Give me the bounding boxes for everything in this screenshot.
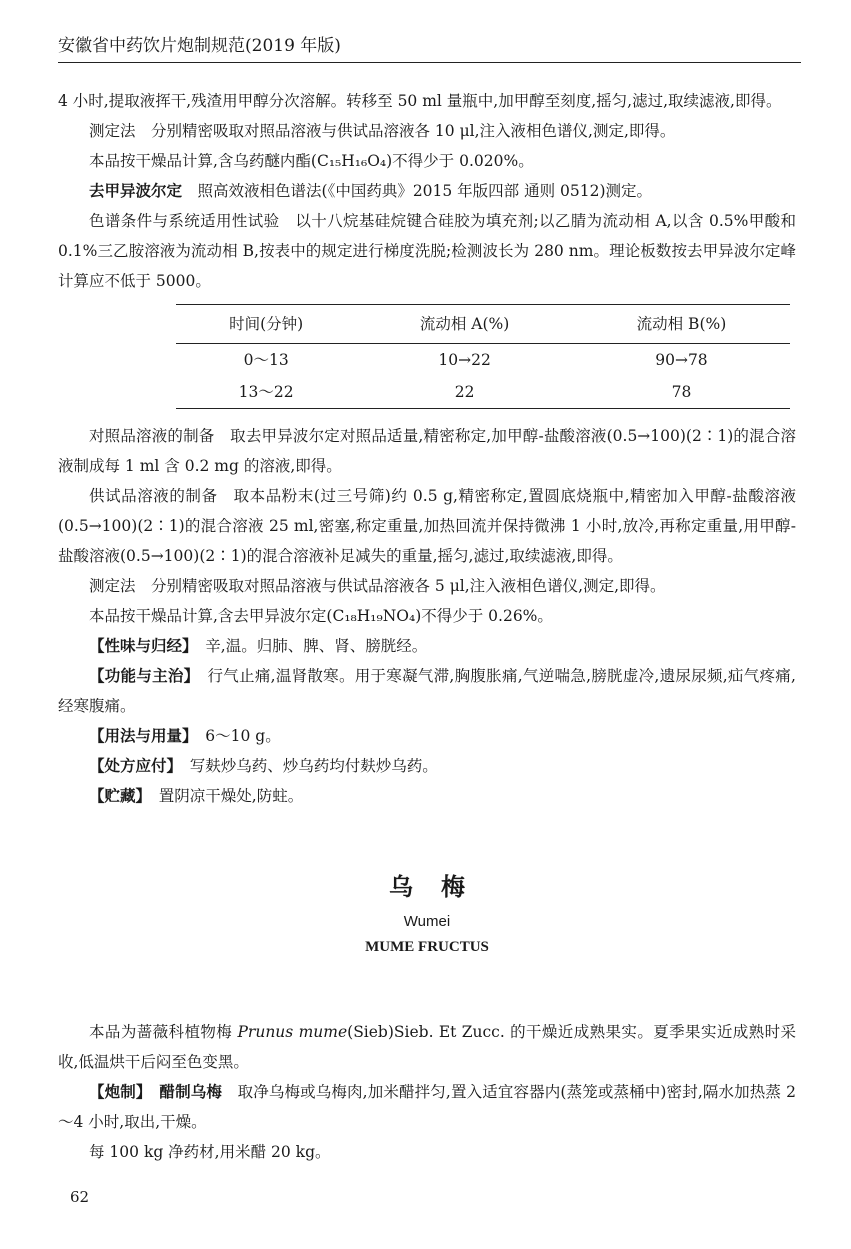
species-name: Prunus mume	[237, 1023, 348, 1041]
paragraph-source-description	[58, 1017, 796, 1077]
norisoboldine-text: 照高效液相色谱法(《中国药典》2015 年版四部 通则 0512)测定。	[182, 182, 653, 200]
table-cell: 78	[573, 376, 790, 409]
monograph-title: 乌梅	[389, 873, 493, 901]
paragraph-assay-method-2: 测定法 分别精密吸取对照品溶液与供试品溶液各 5 μl,注入液相色谱仪,测定,即得。	[89, 577, 666, 595]
section-function-indication	[58, 661, 796, 721]
header-title: 安徽省中药饮片炮制规范(2019 年版)	[58, 36, 341, 56]
spacer	[58, 811, 796, 865]
table-cell: 13～22	[176, 376, 356, 409]
norisoboldine-label: 去甲异波尔定	[89, 182, 183, 200]
paragraph-content-limit-1: 本品按干燥品计算,含乌药醚内酯(C₁₅H₁₆O₄)不得少于 0.020%。	[89, 152, 534, 170]
processing-subtitle: 醋制乌梅	[143, 1083, 222, 1101]
paragraph-vinegar-ratio: 每 100 kg 净药材,用米醋 20 kg。	[89, 1143, 331, 1161]
main-text	[58, 86, 796, 1167]
paragraph-norisoboldine-intro	[58, 176, 796, 206]
section-usage-dosage	[58, 721, 796, 751]
table-row	[176, 344, 790, 377]
section-property-meridian	[58, 631, 796, 661]
section-text: 行气止痛,温肾散寒。用于寒凝气滞,胸腹胀痛,气逆喘急,膀胱虚冷,遗尿尿频,疝气疼痛,经寒腹痛。	[58, 667, 796, 715]
section-text: 辛,温。归肺、脾、肾、膀胱经。	[189, 637, 428, 655]
table-cell: 90→78	[655, 351, 708, 369]
paragraph-assay-method-1: 测定法 分别精密吸取对照品溶液与供试品溶液各 10 μl,注入液相色谱仪,测定,即得。	[89, 122, 676, 140]
section-processing	[58, 1077, 796, 1137]
section-label: 【用法与用量】	[89, 727, 190, 745]
table-cell: 0～13	[243, 351, 289, 369]
section-prescription	[58, 751, 796, 781]
table-header-time: 时间(分钟)	[176, 305, 356, 344]
table-row	[176, 376, 790, 409]
section-text: 写麸炒乌药、炒乌药均付麸炒乌药。	[174, 757, 438, 775]
monograph-pinyin: Wumei	[403, 913, 451, 930]
monograph-latin-name: MUME FRUCTUS	[365, 939, 489, 955]
processing-text: 取净乌梅或乌梅肉,加米醋拌匀,置入适宜容器内(蒸笼或蒸桶中)密封,隔水加热蒸 2～4 小时,取出,干燥。	[58, 1083, 796, 1131]
paragraph-reference-solution: 对照品溶液的制备 取去甲异波尔定对照品适量,精密称定,加甲醇-盐酸溶液(0.5→100)(2∶1)的混合溶液制成每 1 ml 含 0.2 mg 的溶液,即得。	[58, 427, 796, 475]
section-label: 【功能与主治】	[89, 667, 192, 685]
source-text-end: (Sieb)Sieb. Et Zucc. 的干燥近成熟果实。夏季果实近成熟时采收,低温烘干后闷至色变黑。	[58, 1023, 796, 1071]
section-label: 【性味与归经】	[89, 637, 190, 655]
page-number: 62	[70, 1188, 90, 1206]
section-text: 置阴凉干燥处,防蛀。	[143, 787, 304, 805]
table-header-phase-b: 流动相 B(%)	[573, 305, 790, 344]
paragraph-chromatography-conditions: 色谱条件与系统适用性试验 以十八烷基硅烷键合硅胶为填充剂;以乙腈为流动相 A,以含 0.5%甲酸和 0.1%三乙胺溶液为流动相 B,按表中的规定进行梯度洗脱;检测波长为 280 nm。理论板数按去甲异波尔定峰计算应不低于 5000。	[58, 212, 796, 290]
table-cell: 22	[356, 376, 573, 409]
paragraph-test-solution: 供试品溶液的制备 取本品粉末(过三号筛)约 0.5 g,精密称定,置圆底烧瓶中,精密加入甲醇-盐酸溶液(0.5→100)(2∶1)的混合溶液 25 ml,密塞,称定重量,加热回流并保持微沸 1 小时,放冷,再称定重量,用甲醇-盐酸溶液(0.5→100)(2∶1)的混合溶液补足减失的重量,摇匀,滤过,取续滤液,即得。	[58, 487, 796, 565]
section-label: 【处方应付】	[89, 757, 175, 775]
paragraph-content-limit-2: 本品按干燥品计算,含去甲异波尔定(C₁₈H₁₉NO₄)不得少于 0.26%。	[89, 607, 553, 625]
table-header-row	[176, 305, 790, 344]
spacer	[58, 965, 796, 1017]
section-label: 【贮藏】	[89, 787, 144, 805]
paragraph-extraction-end: 4 小时,提取液挥干,残渣用甲醇分次溶解。转移至 50 ml 量瓶中,加甲醇至刻度,摇匀,滤过,取续滤液,即得。	[58, 92, 782, 110]
section-storage	[58, 781, 796, 811]
running-header	[58, 30, 801, 63]
section-text: 6～10 g。	[189, 727, 281, 745]
section-label: 【炮制】	[89, 1083, 144, 1101]
source-text-start: 本品为蔷薇科植物梅	[89, 1023, 238, 1041]
gradient-table	[176, 304, 790, 409]
table-cell: 10→22	[438, 351, 491, 369]
table-header-phase-a: 流动相 A(%)	[356, 305, 573, 344]
